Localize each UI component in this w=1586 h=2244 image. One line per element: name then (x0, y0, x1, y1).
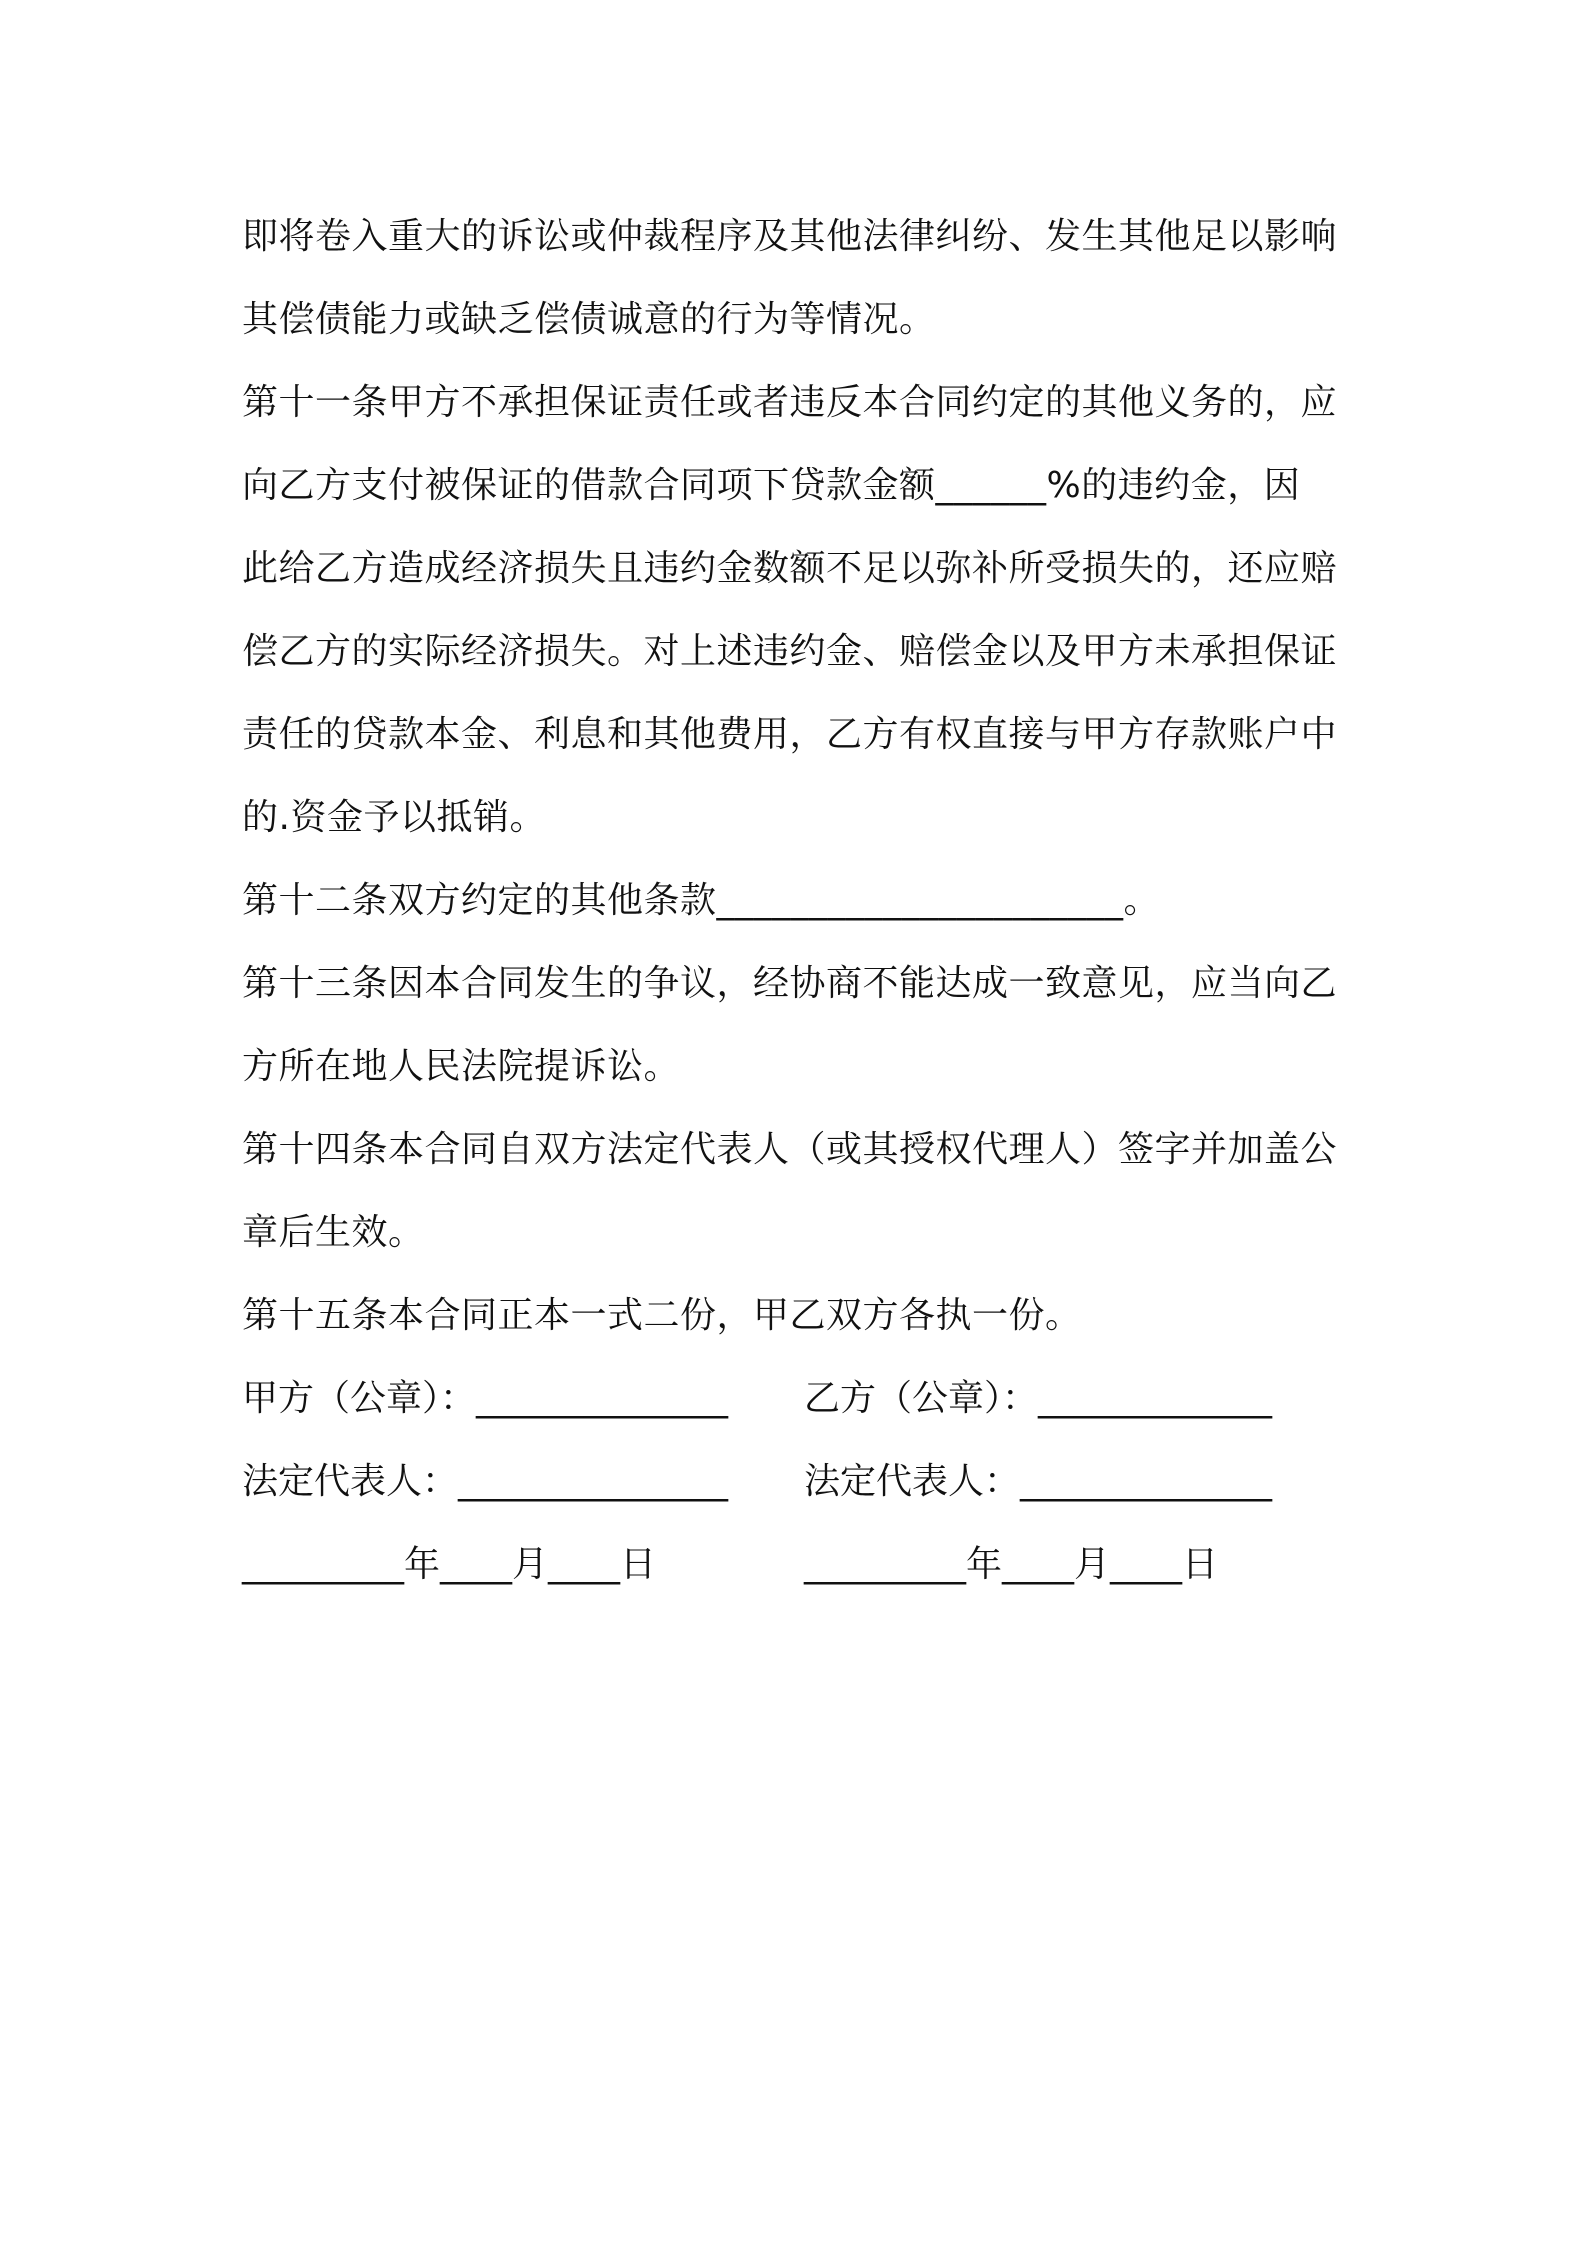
party-a-representative: 法定代表人：_______________ (242, 1461, 729, 1502)
party-b-date: _________年____月____日 (804, 1544, 1218, 1585)
article-11-line-1: 第十一条甲方不承担保证责任或者违反本合同约定的其他义务的，应 (242, 382, 1338, 423)
article-14-line-2: 章后生效。 (242, 1212, 425, 1253)
contract-body (242, 195, 1352, 1357)
party-b-representative: 法定代表人：______________ (804, 1461, 1273, 1502)
article-14-line-1: 第十四条本合同自双方法定代表人（或其授权代理人）签字并加盖公 (242, 1129, 1338, 1170)
article-11-line-3: 此给乙方造成经济损失且违约金数额不足以弥补所受损失的，还应赔 (242, 548, 1338, 589)
article-13-line-1: 第十三条因本合同发生的争议，经协商不能达成一致意见，应当向乙 (242, 963, 1338, 1004)
seal-row (242, 1357, 1352, 1440)
party-a-seal: 甲方（公章）：______________ (242, 1378, 729, 1419)
party-b-seal: 乙方（公章）：_____________ (804, 1378, 1273, 1419)
text-line-1: 即将卷入重大的诉讼或仲裁程序及其他法律纠纷、发生其他足以影响 (242, 216, 1338, 257)
article-12: 第十二条双方约定的其他条款______________________。 (242, 880, 1161, 921)
article-13-line-2: 方所在地人民法院提诉讼。 (242, 1046, 681, 1087)
article-11-line-5: 责任的贷款本金、利息和其他费用，乙方有权直接与甲方存款账户中 (242, 714, 1338, 755)
representative-row (242, 1440, 1352, 1523)
date-row (242, 1523, 1352, 1606)
article-11-line-4: 偿乙方的实际经济损失。对上述违约金、赔偿金以及甲方未承担保证 (242, 631, 1338, 672)
party-a-date: _________年____月____日 (242, 1544, 656, 1585)
text-line-2: 其偿债能力或缺乏偿债诚意的行为等情况。 (242, 299, 936, 340)
article-11-line-6: 的.资金予以抵销。 (242, 797, 546, 838)
article-15: 第十五条本合同正本一式二份，甲乙双方各执一份。 (242, 1295, 1082, 1336)
article-11-line-2: 向乙方支付被保证的借款合同项下贷款金额______%的违约金，因 (242, 465, 1301, 506)
